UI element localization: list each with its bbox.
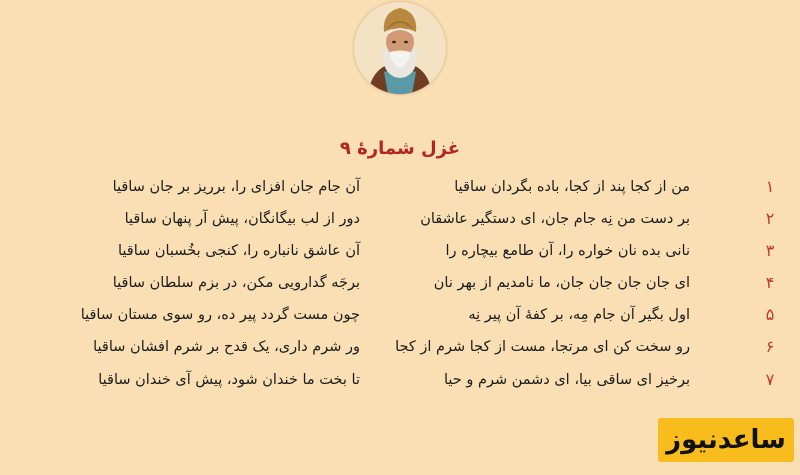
verse-second-hemistich: ور شرم داری، یک قدح بر شرم افشان ساقیا bbox=[93, 339, 360, 355]
verse-second-hemistich: برجَه گدارویی مکن، در بزم سلطان ساقیا bbox=[112, 275, 360, 291]
verse-row bbox=[0, 204, 800, 234]
verse-second-hemistich: دور از لب بیگانگان، پیش آر پنهان ساقیا bbox=[124, 211, 360, 227]
verse-row bbox=[0, 332, 800, 362]
verse-number: ۷ bbox=[765, 370, 775, 389]
verse-row bbox=[0, 268, 800, 298]
verse-row bbox=[0, 300, 800, 330]
verse-number: ۶ bbox=[765, 337, 775, 356]
verse-first-hemistich: نانی بده نان خواره را، آن طامع بیچاره را bbox=[445, 243, 690, 259]
poem-title: غزل شمارهٔ ۹ bbox=[339, 138, 461, 159]
portrait-icon bbox=[354, 2, 446, 94]
saednews-logo: ساعدنیوز bbox=[658, 418, 794, 462]
verse-second-hemistich: آن عاشق نانباره را، کنجی بخُسبان ساقیا bbox=[117, 243, 360, 259]
rumi-portrait bbox=[354, 2, 446, 94]
verse-second-hemistich: چون مست گردد پیر ده، رو سوی مستان ساقیا bbox=[80, 307, 360, 323]
verse-first-hemistich: من از کجا پند از کجا، باده بگردان ساقیا bbox=[454, 179, 690, 195]
verse-first-hemistich: اول بگیر آن جام مِه، بر کفهٔ آن پیر نِه bbox=[468, 307, 690, 323]
verse-number: ۵ bbox=[765, 305, 775, 324]
verse-first-hemistich: برخیز ای ساقی بیا، ای دشمن شرم و حیا bbox=[443, 372, 690, 388]
verse-row bbox=[0, 365, 800, 395]
verse-number: ۳ bbox=[765, 241, 775, 260]
verse-second-hemistich: آن جام جان افزای را، برریز بر جان ساقیا bbox=[112, 179, 360, 195]
verse-row bbox=[0, 172, 800, 202]
verse-first-hemistich: ای جان جان جان جان، ما نامدیم از بهر نان bbox=[433, 275, 690, 291]
verse-second-hemistich: تا بخت ما خندان شود، پیش آی خندان ساقیا bbox=[98, 372, 360, 388]
verse-number: ۱ bbox=[765, 177, 775, 196]
verse-number: ۴ bbox=[765, 273, 775, 292]
verse-row bbox=[0, 236, 800, 266]
verse-number: ۲ bbox=[765, 209, 775, 228]
verse-first-hemistich: رو سخت کن ای مرتجا، مست از کجا شرم از کجا bbox=[395, 339, 690, 355]
verse-first-hemistich: بر دست من نِه جام جان، ای دستگیر عاشقان bbox=[420, 211, 690, 227]
